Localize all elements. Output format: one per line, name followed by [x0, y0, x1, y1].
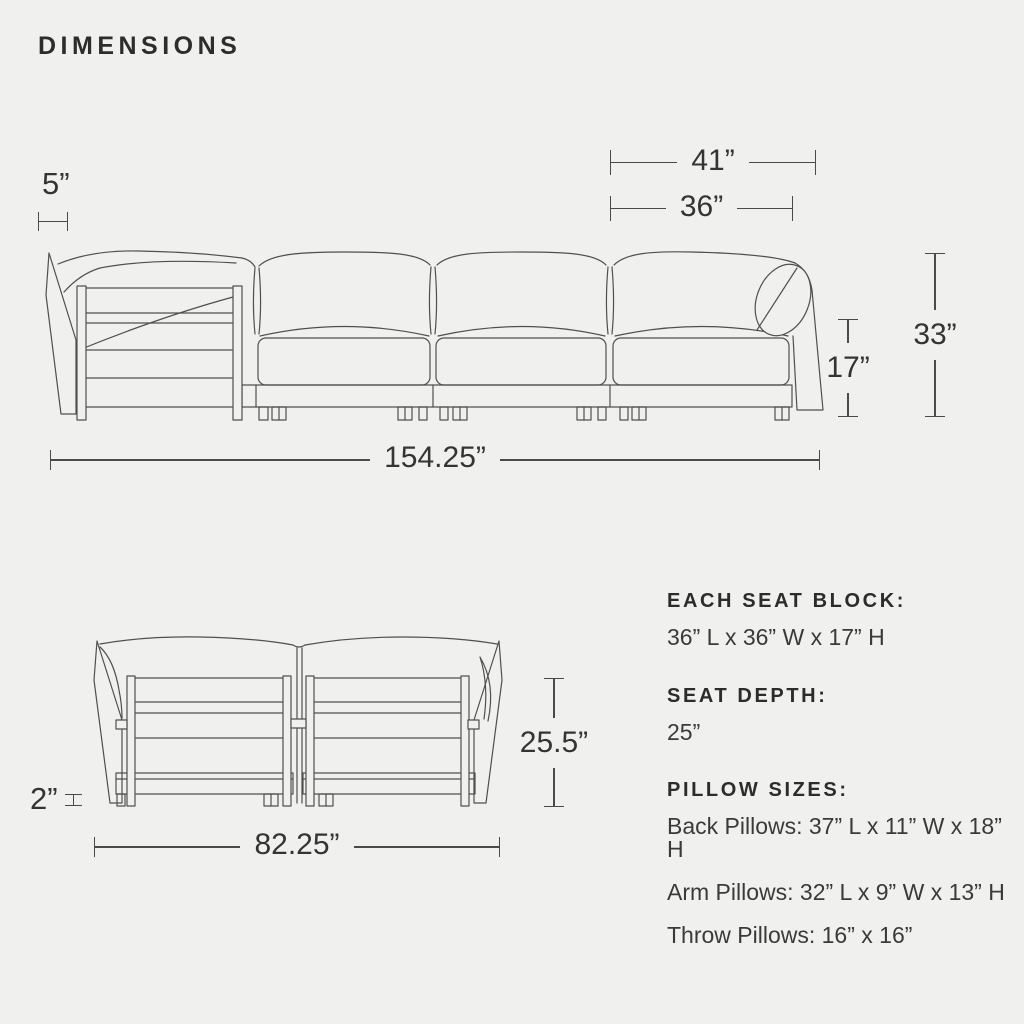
dim-label-back-height: 25.5”	[519, 725, 589, 759]
dim-label-seat-with-arm: 41”	[691, 143, 735, 177]
spec-throw-pillows: Throw Pillows: 16” x 16”	[667, 922, 913, 948]
spec-seat-depth-value: 25”	[667, 719, 701, 745]
spec-seat-depth	[667, 685, 827, 744]
spec-seat-block	[667, 590, 906, 649]
spec-seat-block-heading: EACH SEAT BLOCK:	[667, 590, 907, 612]
dim-overall-length	[50, 441, 820, 474]
dim-overall-height	[912, 253, 958, 417]
dim-label-back-overall-width: 82.25”	[254, 828, 340, 861]
dim-seat-with-arm	[610, 143, 816, 177]
dim-seat-block-width	[610, 189, 793, 223]
sofa-back-view-illustration	[94, 637, 502, 806]
dim-back-overall-width	[94, 828, 500, 861]
dim-line-arm-width	[38, 212, 68, 231]
spec-seat-depth-heading: SEAT DEPTH:	[667, 685, 828, 707]
page-title: DIMENSIONS	[38, 32, 242, 60]
dim-label-seat-block-width: 36”	[679, 189, 724, 223]
dim-label-overall-height: 33”	[913, 318, 957, 351]
dim-label-overall-length: 154.25”	[384, 441, 486, 474]
spec-pillow-sizes	[667, 779, 1007, 947]
dim-line-base-recess	[65, 794, 82, 806]
dim-label-base-recess: 2”	[30, 781, 58, 816]
spec-arm-pillows: Arm Pillows: 32” L x 9” W x 13” H	[667, 879, 1005, 905]
dim-back-height	[514, 678, 594, 807]
dim-label-seat-height: 17”	[826, 351, 870, 384]
dim-label-arm-width: 5”	[42, 166, 70, 201]
dim-seat-height	[828, 319, 868, 417]
spec-back-pillows: Back Pillows: 37” L x 11” W x 18” H	[667, 813, 1002, 862]
spec-pillow-sizes-heading: PILLOW SIZES:	[667, 779, 849, 801]
spec-seat-block-value: 36” L x 36” W x 17” H	[667, 624, 885, 650]
sofa-front-view-illustration	[46, 251, 823, 420]
